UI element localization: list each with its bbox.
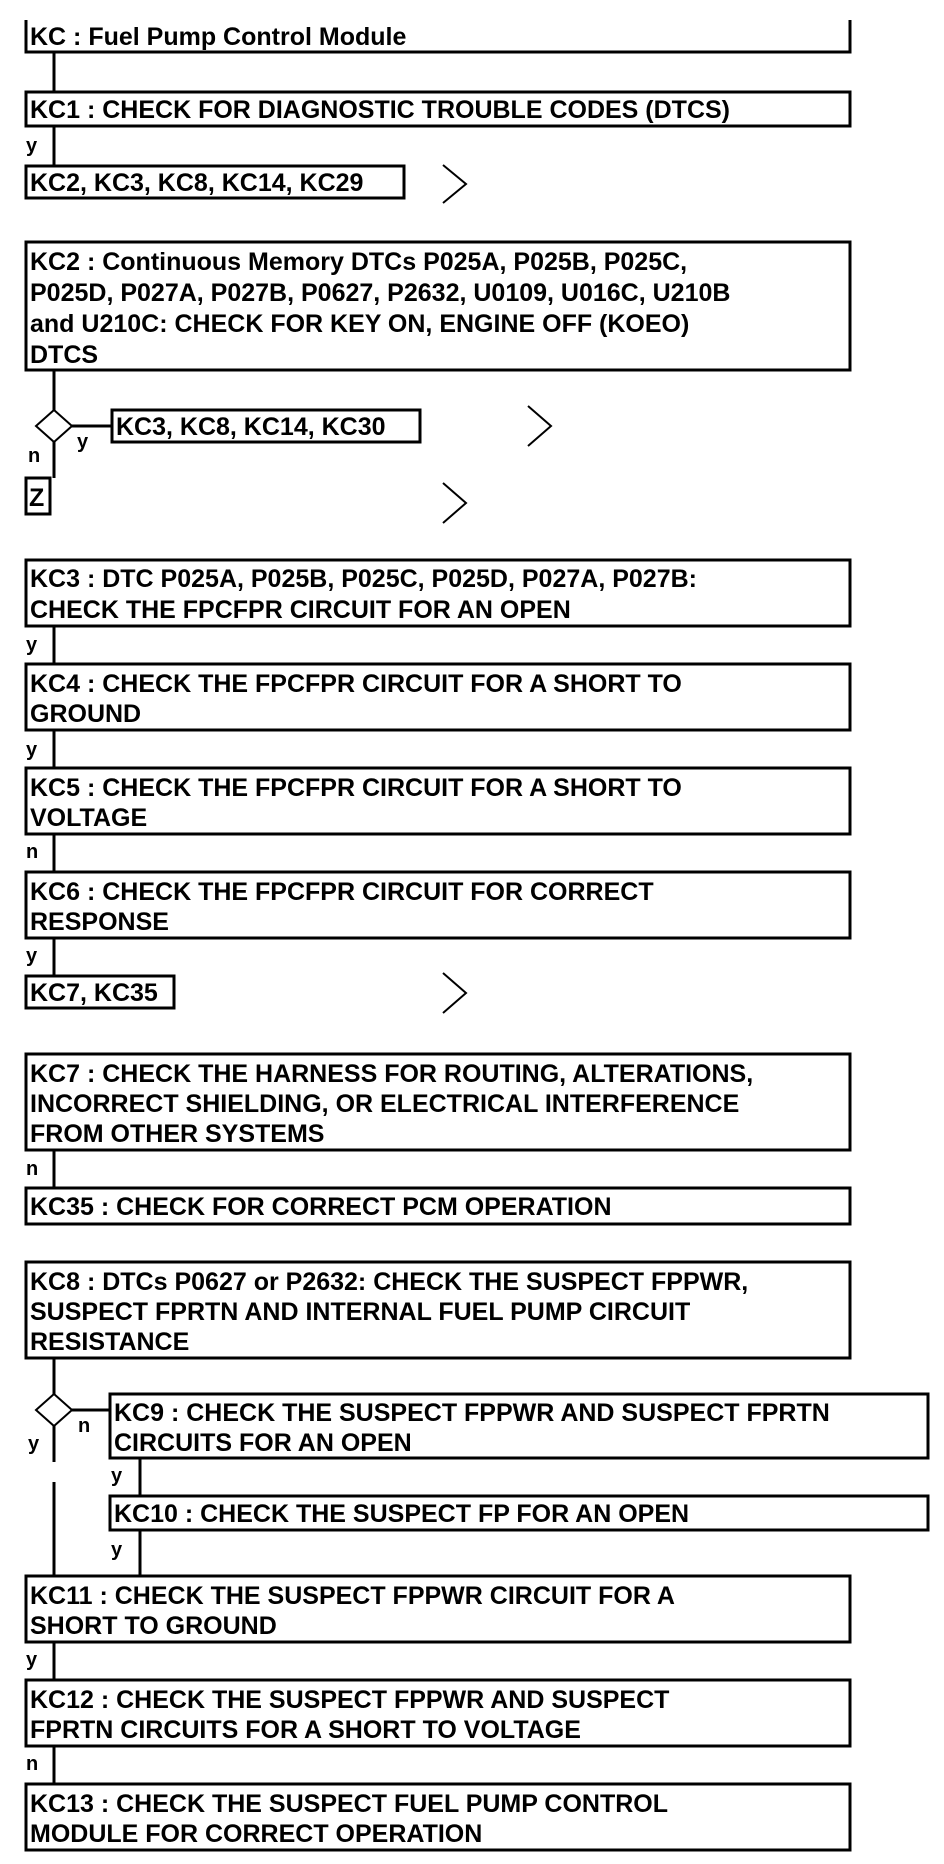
kc3-text-1: KC3 : DTC P025A, P025B, P025C, P025D, P027A, P027B: [30,565,697,593]
kc1-next-text: KC2, KC3, KC8, KC14, KC29 [30,169,364,197]
kc10-text: KC10 : CHECK THE SUSPECT FP FOR AN OPEN [114,1500,690,1528]
kc7-text-3: FROM OTHER SYSTEMS [30,1120,325,1148]
yes-label: y [77,431,89,453]
kc7-text-2: INCORRECT SHIELDING, OR ELECTRICAL INTERFERENCE [30,1090,740,1118]
kc4-text-2: GROUND [30,700,142,728]
kc6-next-text: KC7, KC35 [30,979,158,1007]
kc8-text-3: RESISTANCE [30,1328,190,1356]
chevron-right-icon[interactable] [528,406,551,446]
no-label: n [78,1415,91,1437]
kc13-text-2: MODULE FOR CORRECT OPERATION [30,1820,483,1848]
kc4-text-1: KC4 : CHECK THE FPCFPR CIRCUIT FOR A SHORT TO [30,670,682,698]
kc11-text-1: KC11 : CHECK THE SUSPECT FPPWR CIRCUIT FOR A [30,1582,675,1610]
kc2-text-3: and U210C: CHECK FOR KEY ON, ENGINE OFF (KOEO) [30,310,690,338]
kc5-text-1: KC5 : CHECK THE FPCFPR CIRCUIT FOR A SHORT TO [30,774,682,802]
kc7-text-1: KC7 : CHECK THE HARNESS FOR ROUTING, ALTERATIONS, [30,1060,754,1088]
yes-label: y [26,135,38,157]
kc11-text-2: SHORT TO GROUND [30,1612,277,1640]
kc1-text: KC1 : CHECK FOR DIAGNOSTIC TROUBLE CODES (DTCS) [30,96,730,124]
kc5-text-2: VOLTAGE [30,804,148,832]
kc6-text-1: KC6 : CHECK THE FPCFPR CIRCUIT FOR CORRECT [30,878,654,906]
kc2-yes-text: KC3, KC8, KC14, KC30 [116,413,386,441]
kc8-text-1: KC8 : DTCs P0627 or P2632: CHECK THE SUSPECT FPPWR, [30,1268,749,1296]
yes-label: y [28,1433,40,1455]
kc8-text-2: SUSPECT FPRTN AND INTERNAL FUEL PUMP CIRCUIT [30,1298,691,1326]
kc2-text-4: DTCS [30,341,99,369]
title-text: KC : Fuel Pump Control Module [30,23,407,51]
no-label: n [28,445,41,467]
kc12-text-1: KC12 : CHECK THE SUSPECT FPPWR AND SUSPECT [30,1686,670,1714]
chevron-right-icon[interactable] [443,483,466,523]
yes-label: y [26,634,38,656]
kc9-text-1: KC9 : CHECK THE SUSPECT FPPWR AND SUSPECT FPRTN [114,1399,830,1427]
kc13-text-1: KC13 : CHECK THE SUSPECT FUEL PUMP CONTROL [30,1790,669,1818]
yes-label: y [26,945,38,967]
yes-label: y [26,739,38,761]
kc12-text-2: FPRTN CIRCUITS FOR A SHORT TO VOLTAGE [30,1716,581,1744]
no-label: n [26,1753,39,1775]
yes-label: y [26,1649,38,1671]
no-label: n [26,1158,39,1180]
decision-diamond [36,1394,72,1426]
kc2-text-2: P025D, P027A, P027B, P0627, P2632, U0109, U016C, U210B [30,279,731,307]
yes-label: y [111,1465,123,1487]
chevron-right-icon[interactable] [443,973,466,1013]
chevron-right-icon[interactable] [443,165,466,203]
decision-diamond [36,410,72,442]
kc9-text-2: CIRCUITS FOR AN OPEN [114,1429,412,1457]
kc35-text: KC35 : CHECK FOR CORRECT PCM OPERATION [30,1193,612,1221]
kc2-text-1: KC2 : Continuous Memory DTCs P025A, P025B, P025C, [30,248,688,276]
no-label: n [26,841,39,863]
kc3-text-2: CHECK THE FPCFPR CIRCUIT FOR AN OPEN [30,596,571,624]
kc6-text-2: RESPONSE [30,908,169,936]
yes-label: y [111,1539,123,1561]
kc2-no-text: Z [29,484,45,512]
